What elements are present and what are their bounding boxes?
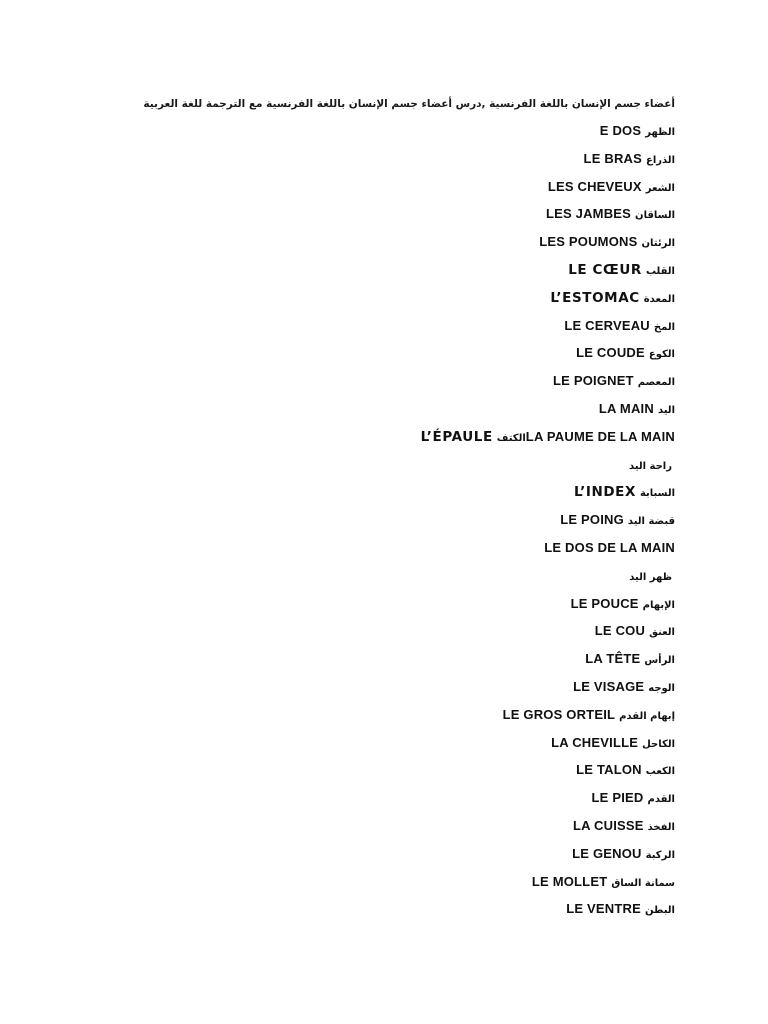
french-term: LE TALON	[576, 762, 642, 778]
vocabulary-entry	[115, 839, 675, 867]
arabic-translation: الرئتان	[641, 238, 675, 250]
vocabulary-entry	[115, 338, 675, 366]
vocabulary-entry	[115, 755, 675, 783]
arabic-translation: إبهام القدم	[619, 710, 675, 722]
french-term: LE POING	[560, 512, 624, 528]
french-term: LE VENTRE	[566, 901, 641, 917]
vocabulary-entry	[115, 867, 675, 895]
vocabulary-entry	[115, 283, 675, 311]
arabic-translation: الوجه	[648, 682, 675, 694]
document-content	[115, 94, 675, 922]
french-term: LE COUDE	[576, 345, 645, 361]
french-term: LE PIED	[591, 790, 644, 806]
arabic-translation: الرأس	[644, 655, 675, 667]
french-term: LE VISAGE	[573, 678, 645, 694]
vocabulary-entry	[115, 589, 675, 617]
arabic-translation: المخ	[653, 321, 675, 333]
french-term: LE GENOU	[572, 845, 642, 861]
french-term: LE CŒUR	[568, 261, 642, 278]
french-term: E DOS	[599, 123, 642, 138]
vocabulary-entry	[115, 116, 675, 144]
vocabulary-entry	[115, 450, 675, 478]
arabic-translation: الفخذ	[647, 821, 675, 833]
arabic-translation: اليد	[657, 404, 675, 416]
vocabulary-entry	[115, 644, 675, 672]
vocabulary-entry	[115, 533, 675, 561]
french-term: LA MAIN	[598, 400, 654, 416]
french-term: LE COU	[594, 623, 646, 639]
vocabulary-entry	[115, 394, 675, 422]
arabic-translation: ظهر اليد	[629, 571, 672, 583]
french-term: LE POIGNET	[553, 373, 634, 389]
french-term: LE CERVEAU	[564, 317, 650, 333]
vocabulary-entry	[115, 227, 675, 255]
french-term: LE POUCE	[570, 595, 639, 611]
arabic-translation: الشعر	[645, 182, 675, 194]
french-term: L’ESTOMAC	[550, 289, 640, 306]
french-term: L’INDEX	[574, 484, 636, 501]
vocabulary-entry	[115, 311, 675, 339]
arabic-translation: الإبهام	[642, 599, 675, 611]
arabic-translation: المعدة	[643, 293, 675, 305]
vocabulary-entry	[115, 894, 675, 922]
arabic-translation: الكاحل	[642, 738, 675, 750]
vocabulary-entry	[115, 811, 675, 839]
document-title: أعضاء جسم الإنسان باللغة الفرنسية ,درس أعضاء جسم الإنسان باللغة الفرنسية مع الترجمة للغة العربية	[143, 98, 675, 110]
vocabulary-entry	[115, 199, 675, 227]
arabic-translation: الظهر	[645, 127, 675, 138]
vocabulary-entry	[115, 144, 675, 172]
vocabulary-list	[115, 116, 675, 922]
french-term: LA TÊTE	[585, 651, 641, 667]
vocabulary-entry	[115, 422, 675, 450]
vocabulary-entry	[115, 616, 675, 644]
french-term: LE BRAS	[583, 150, 643, 166]
arabic-translation: العنق	[649, 627, 675, 639]
arabic-translation: الركبة	[645, 849, 675, 861]
french-term: LE MOLLET	[531, 873, 608, 889]
french-term: LE DOS DE LA MAIN	[544, 539, 675, 555]
arabic-translation: راحة اليد	[629, 460, 672, 472]
french-term: L’ÉPAULE	[420, 428, 493, 445]
french-term: LE GROS ORTEIL	[502, 706, 616, 722]
arabic-translation: القلب	[645, 265, 675, 277]
arabic-translation: الكوع	[648, 349, 675, 361]
arabic-translation: الساقان	[635, 210, 675, 222]
vocabulary-entry	[115, 172, 675, 200]
arabic-translation: الكعب	[645, 766, 675, 778]
vocabulary-entry	[115, 255, 675, 283]
vocabulary-entry	[115, 366, 675, 394]
arabic-translation: الكتف	[496, 432, 526, 444]
vocabulary-entry	[115, 505, 675, 533]
french-term: LES POUMONS	[539, 234, 638, 250]
french-term: LA CHEVILLE	[551, 734, 639, 750]
arabic-translation: الذراع	[646, 154, 675, 166]
arabic-translation: قبضة اليد	[627, 516, 675, 528]
arabic-translation: السبابة	[639, 488, 675, 500]
vocabulary-entry	[115, 728, 675, 756]
vocabulary-entry	[115, 672, 675, 700]
vocabulary-entry	[115, 561, 675, 589]
arabic-translation: القدم	[647, 794, 675, 806]
french-term: LA CUISSE	[572, 817, 644, 833]
french-term: LES JAMBES	[545, 206, 632, 222]
arabic-translation: سمانة الساق	[611, 877, 675, 889]
vocabulary-entry	[115, 783, 675, 811]
vocabulary-entry	[115, 700, 675, 728]
arabic-translation: المعصم	[637, 377, 675, 389]
french-term: LES CHEVEUX	[547, 178, 642, 194]
french-term: LA PAUME DE LA MAIN	[525, 428, 675, 444]
arabic-translation: البطن	[644, 905, 675, 917]
vocabulary-entry	[115, 477, 675, 505]
